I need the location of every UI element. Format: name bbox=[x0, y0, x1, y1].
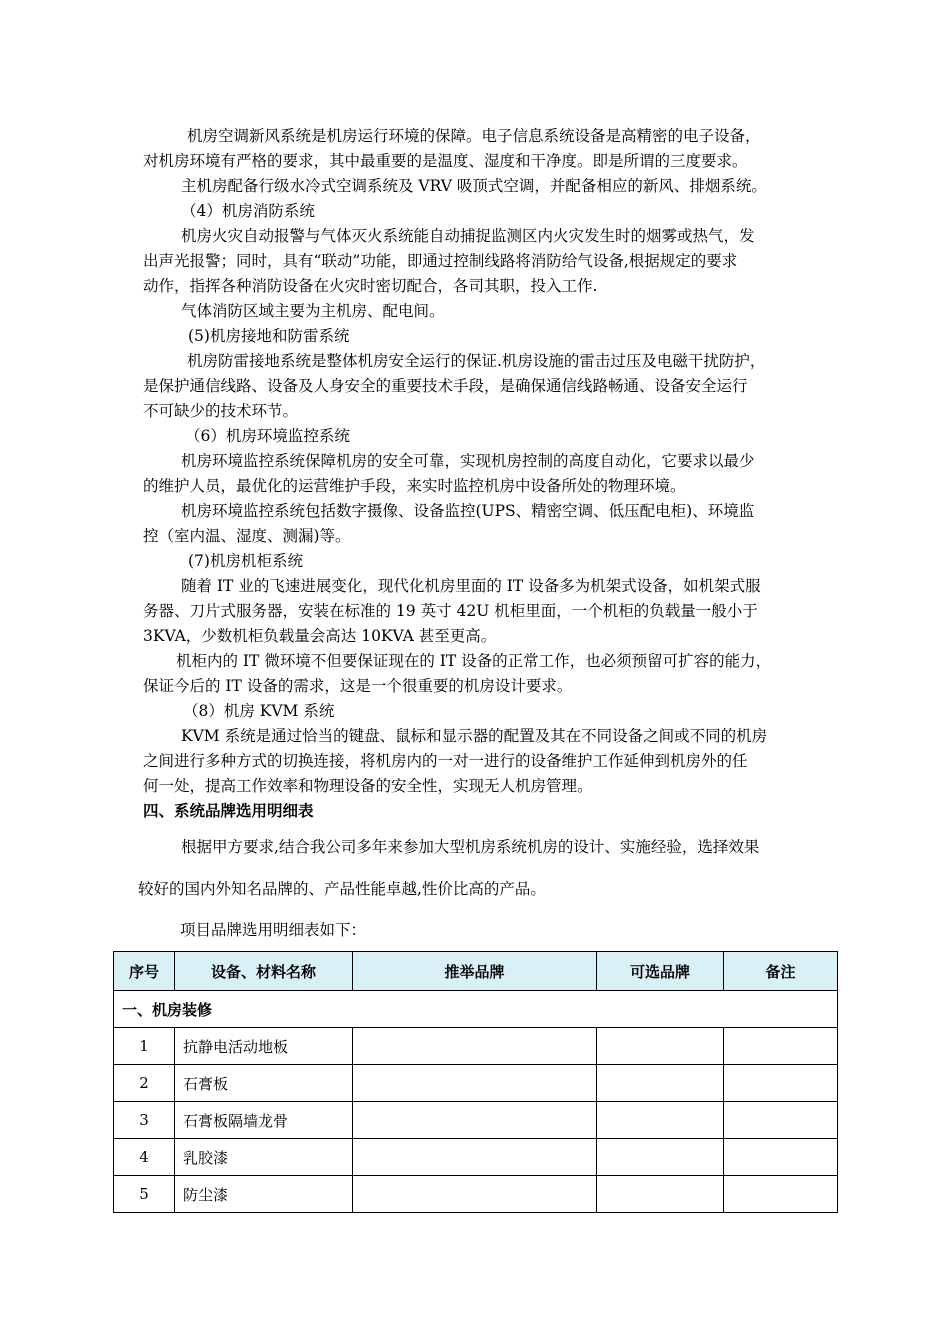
text-line: 气体消防区域主要为主机房、配电间。 bbox=[181, 302, 445, 320]
table-row bbox=[114, 1028, 838, 1065]
cell-no: 4 bbox=[114, 1139, 175, 1176]
cell-no: 1 bbox=[114, 1028, 175, 1065]
text-line: 对机房环境有严格的要求，其中最重要的是温度、湿度和干净度。即是所谓的三度要求。 bbox=[143, 152, 748, 170]
cell-remarks bbox=[724, 1139, 838, 1176]
section-heading: (5)机房接地和防雷系统 bbox=[188, 327, 350, 345]
text-line: 3KVA，少数机柜负载量会高达 10KVA 甚至更高。 bbox=[143, 627, 497, 645]
cell-recommended bbox=[353, 1102, 597, 1139]
text-line: 之间进行多种方式的切换连接，将机房内的一对一进行的设备维护工作延伸到机房外的任 bbox=[143, 752, 748, 770]
cell-remarks bbox=[724, 1065, 838, 1102]
section-heading: （6）机房环境监控系统 bbox=[185, 427, 350, 445]
header-remarks: 备注 bbox=[724, 952, 838, 991]
cell-no: 3 bbox=[114, 1102, 175, 1139]
text-line: 是保护通信线路、设备及人身安全的重要技术手段，是确保通信线路畅通、设备安全运行 bbox=[143, 377, 748, 395]
table-header-row bbox=[114, 952, 838, 991]
text-line: 机房空调新风系统是机房运行环境的保障。电子信息系统设备是高精密的电子设备， bbox=[187, 127, 761, 145]
text-line: 项目品牌选用明细表如下： bbox=[180, 921, 367, 939]
cell-no: 5 bbox=[114, 1176, 175, 1213]
text-line: 机房防雷接地系统是整体机房安全运行的保证.机房设施的雷击过压及电磁干扰防护， bbox=[187, 352, 766, 370]
cell-remarks bbox=[724, 1102, 838, 1139]
section-heading: （4）机房消防系统 bbox=[181, 202, 315, 220]
text-line: KVM 系统是通过恰当的键盘、鼠标和显示器的配置及其在不同设备之间或不同的机房 bbox=[181, 727, 768, 745]
section-heading: （8）机房 KVM 系统 bbox=[183, 702, 335, 720]
cell-recommended bbox=[353, 1065, 597, 1102]
table-row bbox=[114, 1102, 838, 1139]
text-line: 机房火灾自动报警与气体灭火系统能自动捕捉监测区内火灾发生时的烟雾或热气，发 bbox=[181, 227, 755, 245]
text-line: 动作，指挥各种消防设备在火灾时密切配合，各司其职，投入工作. bbox=[143, 277, 598, 295]
cell-recommended bbox=[353, 1176, 597, 1213]
text-line: 较好的国内外知名品牌的、产品性能卓越,性价比高的产品。 bbox=[138, 880, 546, 898]
cell-remarks bbox=[724, 1028, 838, 1065]
cell-name: 石膏板隔墙龙骨 bbox=[175, 1102, 353, 1139]
text-line: 机房环境监控系统保障机房的安全可靠，实现机房控制的高度自动化，它要求以最少 bbox=[181, 452, 755, 470]
cell-name: 抗静电活动地板 bbox=[175, 1028, 353, 1065]
text-line: 务器、刀片式服务器，安装在标准的 19 英寸 42U 机柜里面，一个机柜的负载量一般小于 bbox=[143, 602, 758, 620]
cell-optional bbox=[597, 1102, 724, 1139]
text-line: 的维护人员，最优化的运营维护手段，来实时监控机房中设备所处的物理环境。 bbox=[143, 477, 686, 495]
cell-name: 防尘漆 bbox=[175, 1176, 353, 1213]
cell-remarks bbox=[724, 1176, 838, 1213]
header-no: 序号 bbox=[114, 952, 175, 991]
cell-optional bbox=[597, 1065, 724, 1102]
table-section-row bbox=[114, 991, 838, 1028]
table-row bbox=[114, 1139, 838, 1176]
text-line: 不可缺少的技术环节。 bbox=[143, 402, 299, 420]
cell-recommended bbox=[353, 1028, 597, 1065]
table-row bbox=[114, 1176, 838, 1213]
text-line: 主机房配备行级水冷式空调系统及 VRV 吸顶式空调，并配备相应的新风、排烟系统。 bbox=[181, 177, 767, 195]
section-title: 一、机房装修 bbox=[114, 991, 838, 1028]
text-line: 控（室内温、湿度、测漏)等。 bbox=[143, 527, 351, 545]
cell-name: 石膏板 bbox=[175, 1065, 353, 1102]
cell-name: 乳胶漆 bbox=[175, 1139, 353, 1176]
text-line: 何一处，提高工作效率和物理设备的安全性，实现无人机房管理。 bbox=[143, 777, 593, 795]
header-optional-brand: 可选品牌 bbox=[597, 952, 724, 991]
cell-optional bbox=[597, 1028, 724, 1065]
cell-recommended bbox=[353, 1139, 597, 1176]
text-line: 机柜内的 IT 微环境不但要保证现在的 IT 设备的正常工作，也必须预留可扩容的能力， bbox=[176, 652, 772, 670]
text-line: 出声光报警；同时，具有“联动”功能，即通过控制线路将消防给气设备,根据规定的要求 bbox=[143, 252, 738, 270]
header-name: 设备、材料名称 bbox=[175, 952, 353, 991]
brand-selection-table bbox=[113, 951, 838, 1213]
text-line: 机房环境监控系统包括数字摄像、设备监控(UPS、精密空调、低压配电柜)、环境监 bbox=[181, 502, 755, 520]
cell-optional bbox=[597, 1139, 724, 1176]
cell-optional bbox=[597, 1176, 724, 1213]
table-row bbox=[114, 1065, 838, 1102]
text-line: 根据甲方要求,结合我公司多年来参加大型机房系统机房的设计、实施经验，选择效果 bbox=[181, 838, 760, 856]
cell-no: 2 bbox=[114, 1065, 175, 1102]
text-line: 保证今后的 IT 设备的需求，这是一个很重要的机房设计要求。 bbox=[143, 677, 573, 695]
header-recommended-brand: 推举品牌 bbox=[353, 952, 597, 991]
section-heading: (7)机房机柜系统 bbox=[188, 552, 303, 570]
chapter-heading: 四、系统品牌选用明细表 bbox=[143, 802, 314, 820]
text-line: 随着 IT 业的飞速进展变化，现代化机房里面的 IT 设备多为机架式设备，如机架式服 bbox=[181, 577, 761, 595]
